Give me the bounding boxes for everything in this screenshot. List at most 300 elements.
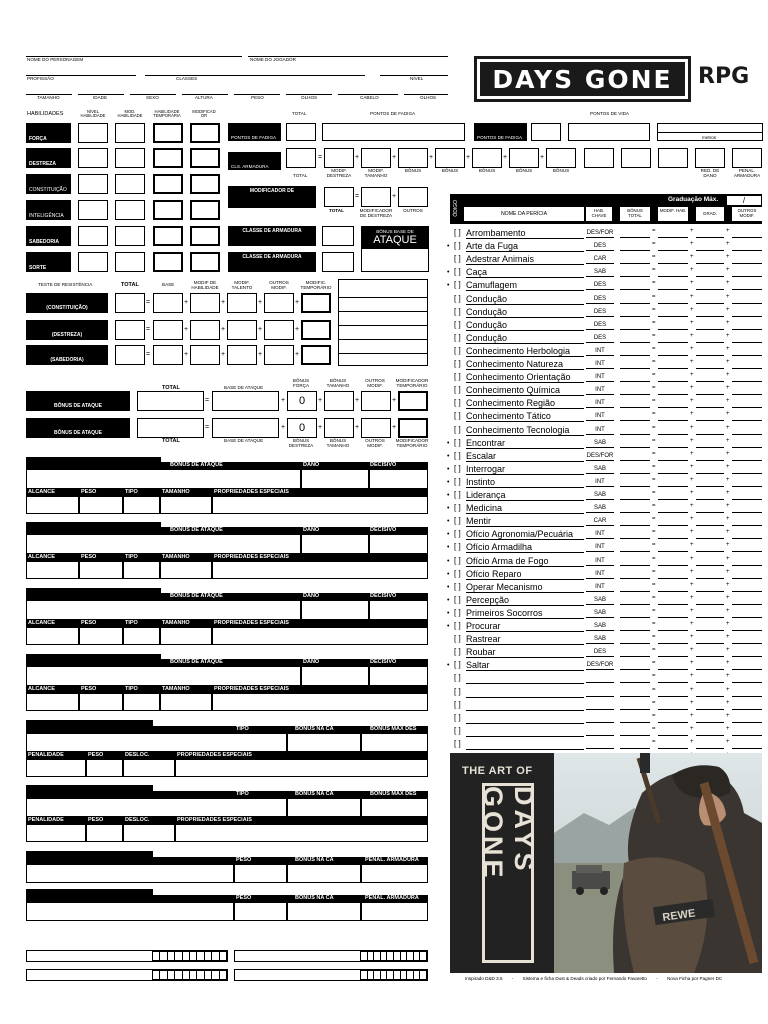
- skill-row[interactable]: [447, 240, 762, 253]
- skill-field-3[interactable]: [732, 516, 762, 526]
- skill-row[interactable]: [450, 424, 762, 437]
- skill-field-0[interactable]: [620, 267, 650, 277]
- skill-field-1[interactable]: [658, 713, 688, 723]
- skill-field-2[interactable]: [696, 660, 724, 670]
- skill-field-1[interactable]: [658, 438, 688, 448]
- skill-checkbox[interactable]: [ ]: [454, 463, 461, 473]
- tally-grid-1[interactable]: [152, 970, 227, 980]
- fatigue-total-box[interactable]: [286, 123, 316, 141]
- skill-row[interactable]: [447, 476, 762, 489]
- gear-1-field-2[interactable]: [287, 902, 361, 921]
- tally-cell[interactable]: [168, 971, 175, 979]
- skill-field-3[interactable]: [732, 228, 762, 238]
- skill-field-3[interactable]: [732, 438, 762, 448]
- skill-field-0[interactable]: [620, 438, 650, 448]
- skill-field-3[interactable]: [732, 333, 762, 343]
- skill-field-1[interactable]: [658, 294, 688, 304]
- skill-field-0[interactable]: [620, 411, 650, 421]
- tally-cell[interactable]: [407, 971, 414, 979]
- skill-field-0[interactable]: [620, 529, 650, 539]
- skill-field-2[interactable]: [696, 254, 724, 264]
- resist-1-field-1[interactable]: [153, 320, 183, 340]
- skill-field-1[interactable]: [658, 346, 688, 356]
- tally-cell[interactable]: [361, 971, 368, 979]
- skill-field-2[interactable]: [696, 700, 724, 710]
- skill-field-1[interactable]: [658, 569, 688, 579]
- skill-row[interactable]: [447, 568, 762, 581]
- weapon-2-sub-field-4[interactable]: [212, 627, 428, 645]
- skill-field-3[interactable]: [732, 241, 762, 251]
- skill-field-0[interactable]: [620, 660, 650, 670]
- skill-field-0[interactable]: [620, 307, 650, 317]
- weapon-3-damage-field[interactable]: [301, 666, 369, 686]
- skill-row[interactable]: [450, 384, 762, 397]
- resist-2-field-1[interactable]: [153, 345, 183, 365]
- skill-field-2[interactable]: [696, 385, 724, 395]
- gear-0-field-3[interactable]: [361, 864, 428, 883]
- weapon-2-sub-field-0[interactable]: [26, 627, 79, 645]
- ability-3-field-2[interactable]: [153, 200, 183, 220]
- skill-checkbox[interactable]: [ ]: [454, 306, 461, 316]
- skill-checkbox[interactable]: [ ]: [454, 555, 461, 565]
- skill-field-1[interactable]: [658, 660, 688, 670]
- skill-field-2[interactable]: [696, 333, 724, 343]
- skill-checkbox[interactable]: [ ]: [454, 516, 461, 526]
- skill-row[interactable]: [450, 319, 762, 332]
- skill-field-0[interactable]: [620, 359, 650, 369]
- skill-field-0[interactable]: [620, 320, 650, 330]
- skill-row[interactable]: [447, 463, 762, 476]
- skill-row[interactable]: [447, 266, 762, 279]
- attack-1-size-box[interactable]: [324, 391, 354, 411]
- skill-field-0[interactable]: [620, 739, 650, 749]
- skill-field-3[interactable]: [732, 608, 762, 618]
- skill-checkbox[interactable]: [ ]: [454, 437, 461, 447]
- skill-row[interactable]: [450, 227, 762, 240]
- attack-1-other-box[interactable]: [361, 391, 391, 411]
- skill-row[interactable]: [447, 659, 762, 672]
- attack-1-str-box[interactable]: 0: [287, 391, 317, 411]
- skill-checkbox[interactable]: [ ]: [454, 594, 461, 604]
- mod-total-box[interactable]: [324, 187, 354, 207]
- gear-1-field-1[interactable]: [234, 902, 287, 921]
- skill-field-2[interactable]: [696, 490, 724, 500]
- tally-cell[interactable]: [414, 971, 421, 979]
- skill-row[interactable]: [450, 633, 762, 646]
- skill-field-2[interactable]: [696, 556, 724, 566]
- gear-0-field-0[interactable]: [26, 864, 234, 883]
- skill-field-1[interactable]: [658, 411, 688, 421]
- damage-reduction-box[interactable]: [695, 148, 725, 168]
- armor-1-sub-field-0[interactable]: [26, 824, 86, 842]
- ac-bonus2-box[interactable]: [435, 148, 465, 168]
- tally-cell[interactable]: [407, 952, 414, 960]
- skill-field-2[interactable]: [696, 294, 724, 304]
- tally-cell[interactable]: [368, 971, 375, 979]
- ability-1-field-1[interactable]: [115, 148, 145, 168]
- skill-checkbox[interactable]: [ ]: [454, 254, 461, 264]
- tally-cell[interactable]: [374, 952, 381, 960]
- skill-row[interactable]: [450, 699, 762, 712]
- ability-3-field-3[interactable]: [190, 200, 220, 220]
- armor-1-sub-field-1[interactable]: [86, 824, 123, 842]
- resist-0-field-4[interactable]: [264, 293, 294, 313]
- skill-field-2[interactable]: [696, 307, 724, 317]
- skill-checkbox[interactable]: [ ]: [454, 634, 461, 644]
- tally-grid-2[interactable]: [360, 951, 427, 961]
- skill-field-2[interactable]: [696, 464, 724, 474]
- tally-cell[interactable]: [394, 971, 401, 979]
- skill-checkbox[interactable]: [ ]: [454, 647, 461, 657]
- tally-grid-0[interactable]: [152, 951, 227, 961]
- ac-bonus5-box[interactable]: [546, 148, 576, 168]
- weapon-3-sub-field-4[interactable]: [212, 693, 428, 711]
- gear-1-field-0[interactable]: [26, 902, 234, 921]
- weapon-2-damage-field[interactable]: [301, 600, 369, 620]
- skill-checkbox[interactable]: [ ]: [454, 673, 461, 683]
- skill-checkbox[interactable]: [ ]: [454, 424, 461, 434]
- weapon-2-critical-field[interactable]: [369, 600, 428, 620]
- skill-field-2[interactable]: [696, 451, 724, 461]
- weapon-2-sub-field-2[interactable]: [123, 627, 160, 645]
- skill-row[interactable]: [450, 293, 762, 306]
- ac-extra1-box[interactable]: [584, 148, 614, 168]
- ability-4-field-1[interactable]: [115, 226, 145, 246]
- skill-field-0[interactable]: [620, 477, 650, 487]
- ability-2-field-1[interactable]: [115, 174, 145, 194]
- skill-field-1[interactable]: [658, 739, 688, 749]
- skill-field-1[interactable]: [658, 254, 688, 264]
- skill-field-1[interactable]: [658, 320, 688, 330]
- skill-row[interactable]: [447, 515, 762, 528]
- skill-field-0[interactable]: [620, 634, 650, 644]
- weapon-1-sub-field-3[interactable]: [160, 561, 212, 579]
- resist-1-field-0[interactable]: [115, 320, 145, 340]
- ability-2-field-2[interactable]: [153, 174, 183, 194]
- attack-1-total-box[interactable]: [137, 391, 204, 411]
- weapon-3-sub-field-0[interactable]: [26, 693, 79, 711]
- skill-field-0[interactable]: [620, 647, 650, 657]
- tally-cell[interactable]: [420, 952, 426, 960]
- skill-row[interactable]: [447, 555, 762, 568]
- skill-checkbox[interactable]: [ ]: [454, 660, 461, 670]
- skill-field-1[interactable]: [658, 398, 688, 408]
- skill-field-1[interactable]: [658, 726, 688, 736]
- weapon-1-sub-field-4[interactable]: [212, 561, 428, 579]
- resist-1-field-2[interactable]: [190, 320, 220, 340]
- weapon-2-name-field[interactable]: [26, 600, 301, 620]
- attack-1-base-box[interactable]: [212, 391, 279, 411]
- skill-field-2[interactable]: [696, 595, 724, 605]
- skill-field-1[interactable]: [658, 634, 688, 644]
- skill-field-0[interactable]: [620, 294, 650, 304]
- tally-grid-3[interactable]: [360, 970, 427, 980]
- skill-field-3[interactable]: [732, 398, 762, 408]
- skill-field-0[interactable]: [620, 687, 650, 697]
- skill-field-0[interactable]: [620, 542, 650, 552]
- skill-field-3[interactable]: [732, 346, 762, 356]
- skill-field-1[interactable]: [658, 477, 688, 487]
- skill-row[interactable]: [450, 686, 762, 699]
- skill-field-1[interactable]: [658, 516, 688, 526]
- skill-field-0[interactable]: [620, 372, 650, 382]
- skill-checkbox[interactable]: [ ]: [454, 712, 461, 722]
- skill-field-2[interactable]: [696, 647, 724, 657]
- ac-dex-box[interactable]: [324, 148, 354, 168]
- weapon-3-name-field[interactable]: [26, 666, 301, 686]
- tally-cell[interactable]: [197, 971, 204, 979]
- mod-other-box[interactable]: [398, 187, 428, 207]
- ac-bonus3-box[interactable]: [472, 148, 502, 168]
- skill-field-3[interactable]: [732, 359, 762, 369]
- weapon-0-critical-field[interactable]: [369, 469, 428, 489]
- skill-field-1[interactable]: [658, 673, 688, 683]
- tally-cell[interactable]: [420, 971, 426, 979]
- resist-0-field-0[interactable]: [115, 293, 145, 313]
- armor-class-1-box[interactable]: [322, 226, 354, 246]
- skill-row[interactable]: [450, 672, 762, 685]
- resist-0-field-5[interactable]: [301, 293, 331, 313]
- resist-0-field-2[interactable]: [190, 293, 220, 313]
- mod-dex-box[interactable]: [361, 187, 391, 207]
- skill-row[interactable]: [450, 397, 762, 410]
- ability-5-field-2[interactable]: [153, 252, 183, 272]
- resist-2-field-5[interactable]: [301, 345, 331, 365]
- skill-field-3[interactable]: [732, 556, 762, 566]
- weapon-0-sub-field-1[interactable]: [79, 496, 123, 514]
- skill-field-1[interactable]: [658, 333, 688, 343]
- attack-2-base-box[interactable]: [212, 418, 279, 438]
- ability-0-field-0[interactable]: [78, 123, 108, 143]
- skill-field-0[interactable]: [620, 673, 650, 683]
- skill-field-2[interactable]: [696, 280, 724, 290]
- skill-field-0[interactable]: [620, 464, 650, 474]
- skill-row[interactable]: [450, 306, 762, 319]
- weapon-1-name-field[interactable]: [26, 534, 301, 554]
- skill-field-1[interactable]: [658, 464, 688, 474]
- skill-field-0[interactable]: [620, 425, 650, 435]
- skill-field-1[interactable]: [658, 307, 688, 317]
- skill-checkbox[interactable]: [ ]: [454, 359, 461, 368]
- skill-field-2[interactable]: [696, 673, 724, 683]
- tally-cell[interactable]: [387, 971, 394, 979]
- skill-field-3[interactable]: [732, 687, 762, 697]
- armor-0-sub-field-1[interactable]: [86, 759, 123, 777]
- attack-2-total-box[interactable]: [137, 418, 204, 438]
- skill-field-3[interactable]: [732, 464, 762, 474]
- tally-cell[interactable]: [205, 952, 212, 960]
- skill-field-1[interactable]: [658, 529, 688, 539]
- armor-1-field-0[interactable]: [26, 798, 287, 817]
- skill-checkbox[interactable]: [ ]: [454, 280, 461, 290]
- skill-field-1[interactable]: [658, 700, 688, 710]
- skill-field-0[interactable]: [620, 516, 650, 526]
- tally-cell[interactable]: [153, 952, 160, 960]
- skill-checkbox[interactable]: [ ]: [454, 372, 461, 382]
- weapon-1-critical-field[interactable]: [369, 534, 428, 554]
- weapon-3-sub-field-1[interactable]: [79, 693, 123, 711]
- skill-field-2[interactable]: [696, 542, 724, 552]
- skill-field-0[interactable]: [620, 569, 650, 579]
- ability-4-field-3[interactable]: [190, 226, 220, 246]
- tally-cell[interactable]: [220, 952, 226, 960]
- weapon-0-sub-field-2[interactable]: [123, 496, 160, 514]
- fatigue-box[interactable]: [322, 123, 465, 141]
- resist-0-field-3[interactable]: [227, 293, 257, 313]
- skill-field-2[interactable]: [696, 634, 724, 644]
- resist-2-field-0[interactable]: [115, 345, 145, 365]
- weapon-0-sub-field-4[interactable]: [212, 496, 428, 514]
- ability-5-field-1[interactable]: [115, 252, 145, 272]
- skill-field-2[interactable]: [696, 359, 724, 369]
- ac-size-box[interactable]: [361, 148, 391, 168]
- skill-row[interactable]: [450, 332, 762, 345]
- tally-cell[interactable]: [212, 971, 219, 979]
- skill-row[interactable]: [450, 371, 762, 384]
- ac-extra2-box[interactable]: [621, 148, 651, 168]
- tally-cell[interactable]: [175, 952, 182, 960]
- skill-field-1[interactable]: [658, 647, 688, 657]
- skill-field-3[interactable]: [732, 634, 762, 644]
- skill-checkbox[interactable]: [ ]: [454, 699, 461, 709]
- skill-field-0[interactable]: [620, 398, 650, 408]
- skill-field-3[interactable]: [732, 254, 762, 264]
- skill-field-0[interactable]: [620, 451, 650, 461]
- skill-field-3[interactable]: [732, 425, 762, 435]
- skill-checkbox[interactable]: [ ]: [454, 398, 461, 408]
- skill-field-1[interactable]: [658, 425, 688, 435]
- tally-cell[interactable]: [168, 952, 175, 960]
- grad-max-box[interactable]: /: [727, 196, 761, 205]
- skill-field-0[interactable]: [620, 608, 650, 618]
- skill-checkbox[interactable]: [ ]: [454, 476, 461, 486]
- skill-row[interactable]: [450, 738, 762, 751]
- attack-2-temp-box[interactable]: [398, 418, 428, 438]
- tally-cell[interactable]: [212, 952, 219, 960]
- weapon-1-sub-field-2[interactable]: [123, 561, 160, 579]
- skill-field-2[interactable]: [696, 228, 724, 238]
- fatigue-right-box[interactable]: [531, 123, 561, 141]
- skill-field-2[interactable]: [696, 320, 724, 330]
- skill-checkbox[interactable]: [ ]: [454, 241, 461, 251]
- skill-field-3[interactable]: [732, 280, 762, 290]
- tally-cell[interactable]: [190, 952, 197, 960]
- skill-field-2[interactable]: [696, 477, 724, 487]
- tally-cell[interactable]: [183, 952, 190, 960]
- skill-checkbox[interactable]: [ ]: [454, 228, 461, 237]
- resist-2-field-3[interactable]: [227, 345, 257, 365]
- skill-field-2[interactable]: [696, 608, 724, 618]
- attack-1-temp-box[interactable]: [398, 391, 428, 411]
- weapon-1-sub-field-0[interactable]: [26, 561, 79, 579]
- skill-field-3[interactable]: [732, 385, 762, 395]
- armor-0-field-0[interactable]: [26, 733, 287, 752]
- weapon-2-sub-field-3[interactable]: [160, 627, 212, 645]
- skill-field-0[interactable]: [620, 700, 650, 710]
- tally-cell[interactable]: [160, 952, 167, 960]
- skill-field-2[interactable]: [696, 529, 724, 539]
- skill-checkbox[interactable]: [ ]: [454, 529, 461, 539]
- skill-field-3[interactable]: [732, 713, 762, 723]
- weapon-0-sub-field-3[interactable]: [160, 496, 212, 514]
- skill-checkbox[interactable]: [ ]: [454, 332, 461, 342]
- ability-2-field-0[interactable]: [78, 174, 108, 194]
- skill-row[interactable]: [447, 450, 762, 463]
- skill-row[interactable]: [447, 279, 762, 292]
- skill-checkbox[interactable]: [ ]: [454, 411, 461, 421]
- armor-1-field-2[interactable]: [361, 798, 428, 817]
- skill-field-0[interactable]: [620, 713, 650, 723]
- tally-cell[interactable]: [394, 952, 401, 960]
- skill-field-1[interactable]: [658, 503, 688, 513]
- ability-0-field-2[interactable]: [153, 123, 183, 143]
- weapon-3-critical-field[interactable]: [369, 666, 428, 686]
- attack-2-dex-box[interactable]: 0: [287, 418, 317, 438]
- skill-checkbox[interactable]: [ ]: [454, 686, 461, 696]
- resist-0-field-1[interactable]: [153, 293, 183, 313]
- tally-cell[interactable]: [401, 971, 408, 979]
- ability-4-field-0[interactable]: [78, 226, 108, 246]
- skill-field-1[interactable]: [658, 595, 688, 605]
- skill-checkbox[interactable]: [ ]: [454, 503, 461, 513]
- skill-field-3[interactable]: [732, 726, 762, 736]
- armor-0-field-2[interactable]: [361, 733, 428, 752]
- weapon-3-sub-field-2[interactable]: [123, 693, 160, 711]
- skill-field-0[interactable]: [620, 582, 650, 592]
- ability-0-field-1[interactable]: [115, 123, 145, 143]
- skill-row[interactable]: [447, 607, 762, 620]
- skill-row[interactable]: [447, 594, 762, 607]
- ability-2-field-3[interactable]: [190, 174, 220, 194]
- skill-row[interactable]: [450, 725, 762, 738]
- armor-0-sub-field-0[interactable]: [26, 759, 86, 777]
- skill-field-2[interactable]: [696, 346, 724, 356]
- skill-field-2[interactable]: [696, 516, 724, 526]
- skill-field-3[interactable]: [732, 621, 762, 631]
- skill-field-1[interactable]: [658, 621, 688, 631]
- skill-row[interactable]: [450, 358, 762, 371]
- skill-row[interactable]: [447, 620, 762, 633]
- skill-field-2[interactable]: [696, 739, 724, 749]
- weapon-1-damage-field[interactable]: [301, 534, 369, 554]
- skill-field-1[interactable]: [658, 582, 688, 592]
- skill-field-0[interactable]: [620, 556, 650, 566]
- skill-field-0[interactable]: [620, 503, 650, 513]
- gear-0-field-2[interactable]: [287, 864, 361, 883]
- armor-1-sub-field-2[interactable]: [123, 824, 175, 842]
- ability-1-field-3[interactable]: [190, 148, 220, 168]
- skill-field-2[interactable]: [696, 411, 724, 421]
- skill-field-2[interactable]: [696, 241, 724, 251]
- skill-field-3[interactable]: [732, 307, 762, 317]
- skill-field-1[interactable]: [658, 228, 688, 238]
- skill-field-3[interactable]: [732, 411, 762, 421]
- skill-checkbox[interactable]: [ ]: [454, 542, 461, 552]
- skill-row[interactable]: [450, 410, 762, 423]
- skill-row[interactable]: [447, 437, 762, 450]
- skill-field-1[interactable]: [658, 359, 688, 369]
- skill-checkbox[interactable]: [ ]: [454, 319, 461, 329]
- skill-row[interactable]: [450, 646, 762, 659]
- gear-1-field-3[interactable]: [361, 902, 428, 921]
- skill-field-0[interactable]: [620, 333, 650, 343]
- skill-checkbox[interactable]: [ ]: [454, 607, 461, 617]
- resist-1-field-4[interactable]: [264, 320, 294, 340]
- skill-field-2[interactable]: [696, 438, 724, 448]
- attack-2-size-box[interactable]: [324, 418, 354, 438]
- armor-0-sub-field-3[interactable]: [175, 759, 428, 777]
- tally-cell[interactable]: [387, 952, 394, 960]
